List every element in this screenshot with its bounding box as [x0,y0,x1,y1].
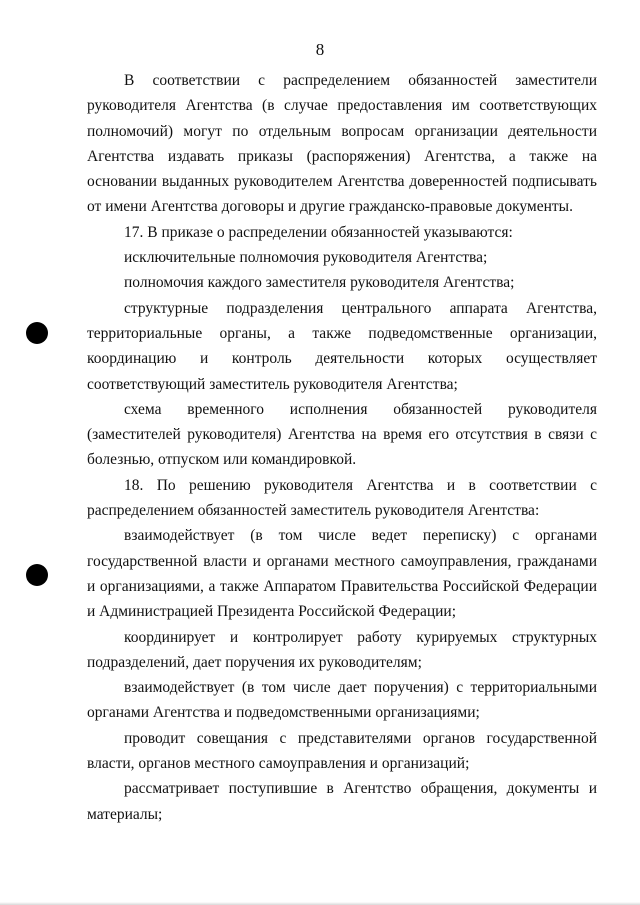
list-item-coordination: координирует и контролирует работу курируемых структурных подразделений, дает поручения их руководителям; [87,628,597,671]
list-item-structural-units: структурные подразделения центрального аппарата Агентства, территориальные органы, а также подведомственные организации, координацию и контроль деятельности которых осуществляет соответствующий заместитель руководителя Агентства; [87,299,597,393]
paragraph-18-heading: 18. По решению руководителя Агентства и в соответствии с распределением обязанностей заместитель руководителя Агентства: [87,476,597,520]
paragraph-17-heading: 17. В приказе о распределении обязанностей указываются: [124,223,513,241]
punch-hole-top [26,322,48,344]
list-item-territorial-bodies: взаимодействует (в том числе дает поручения) с территориальными органами Агентства и подведомственными организациями; [87,679,597,722]
document-body [87,68,597,827]
list-item-exclusive-powers: исключительные полномочия руководителя Агентства; [124,249,488,267]
list-item-temporary-duties: схема временного исполнения обязанностей руководителя (заместителей руководителя) Агентства на время его отсутствия в связи с болезнью, отпуском или командировкой. [87,400,597,469]
punch-hole-bottom [26,564,48,586]
list-item-interaction: взаимодействует (в том числе ведет переписку) с органами государственной власти и органами местного самоуправления, гражданами и организациями, а также Аппаратом Правительства Российской Федерации и Администрацией Президента Российской Федерации; [87,527,597,621]
list-item-meetings: проводит совещания с представителями органов государственной власти, органов местного самоуправления и организаций; [87,729,597,773]
page-number: 8 [315,40,325,59]
paragraph-deputy-powers: В соответствии с распределением обязанностей заместители руководителя Агентства (в случае предоставления им соответствующих полномочий) могут по отдельным вопросам организации деятельности Агентства издавать приказы (распоряжения) Агентства, а также на основании выданных руководителем Агентства доверенностей подписывать от имени Агентства договоры и другие гражданско-правовые документы. [87,72,597,216]
list-item-appeals: рассматривает поступившие в Агентство обращения, документы и материалы; [87,780,597,823]
list-item-deputy-powers: полномочия каждого заместителя руководителя Агентства; [124,274,515,292]
